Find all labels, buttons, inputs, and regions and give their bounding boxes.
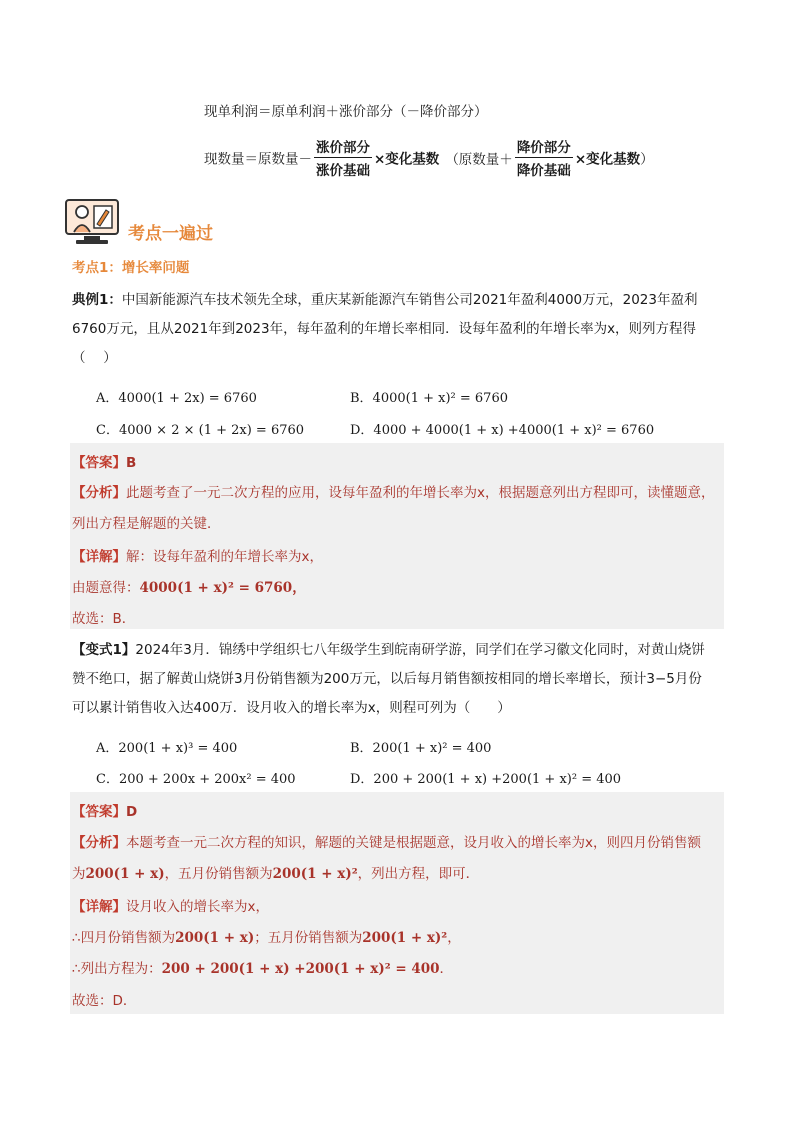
- stem-line: 6760万元，且从2021年到2023年，每年盈利的年增长率相同．设每年盈利的年增长率为x，则列方程得: [72, 321, 697, 337]
- fraction-denominator: 涨价基础: [316, 163, 370, 179]
- option-c: [96, 768, 296, 787]
- analysis-tag: 【分析】: [72, 485, 126, 501]
- detail-text: ∴四月份销售额为: [72, 930, 176, 946]
- detail-line: [72, 957, 453, 977]
- detail-text: 设月收入的增长率为x，: [126, 899, 269, 915]
- answer-tag: 【答案】: [72, 804, 126, 820]
- analysis-math: 200(1 + x)²: [272, 866, 358, 882]
- analysis-text: 本题考查一元二次方程的知识，解题的关键是根据题意，设月收入的增长率为x，则四月份销售额: [126, 835, 701, 851]
- detail-math: 200(1 + x): [175, 930, 255, 946]
- answer-value: B: [126, 455, 137, 471]
- detail-tag: 【详解】: [72, 899, 126, 915]
- analysis-text: ，五月份销售额为: [164, 866, 273, 882]
- stem-text: 中国新能源汽车技术领先全球，重庆某新能源汽车销售公司2021年盈利4000万元，2023年盈利: [121, 292, 698, 308]
- fraction-raise: [314, 136, 372, 179]
- example-stem: [72, 286, 724, 373]
- analysis-line: [72, 481, 715, 501]
- fraction-cut: [515, 136, 573, 179]
- detail-text: 解：设每年盈利的年增长率为x，: [126, 549, 323, 565]
- detail-text: ，: [447, 930, 461, 946]
- detail-line: 故选：B．: [72, 611, 136, 627]
- option-c: [96, 419, 304, 438]
- option-text: D．4000 + 4000(1 + x) +4000(1 + x)² = 6760: [350, 423, 655, 438]
- option-text: B．200(1 + x)² = 400: [350, 741, 492, 756]
- option-text: C．200 + 200x + 200x² = 400: [96, 772, 296, 787]
- variant-stem: [72, 636, 724, 723]
- fraction-denominator: 降价基础: [516, 163, 571, 179]
- fraction-numerator: 降价部分: [515, 136, 573, 158]
- stem-line: （ ）: [72, 350, 117, 366]
- detail-text: ∴列出方程为：: [72, 961, 162, 977]
- option-text: D．200 + 200(1 + x) +200(1 + x)² = 400: [350, 772, 622, 787]
- solution-box: [70, 443, 724, 629]
- analysis-line: [72, 831, 701, 851]
- detail-line: [72, 545, 323, 565]
- variant-label: 【变式1】: [72, 642, 136, 658]
- formula-text: ×变化基数: [574, 151, 641, 168]
- option-text: B．4000(1 + x)² = 6760: [350, 391, 508, 406]
- formula-text: ×变化基数: [374, 151, 440, 168]
- option-a: [96, 737, 237, 756]
- option-text: A．4000(1 + 2x) = 6760: [96, 391, 257, 406]
- example-label: 典例1：: [72, 292, 122, 308]
- fraction-numerator: 涨价部分: [314, 136, 372, 158]
- answer-value: D: [126, 804, 138, 820]
- stem-line: [72, 286, 724, 315]
- answer-line: [72, 451, 136, 471]
- formula-text: （原数量＋: [445, 151, 513, 168]
- detail-line: [72, 895, 269, 915]
- option-d: [350, 419, 654, 438]
- analysis-text: ，列出方程，即可．: [357, 866, 480, 882]
- analysis-text: 此题考查了一元二次方程的应用，设每年盈利的年增长率为x，根据题意列出方程即可，读懂题意，: [126, 485, 715, 501]
- detail-math: 200 + 200(1 + x) +200(1 + x)² = 400: [161, 961, 440, 977]
- option-b: [350, 387, 508, 406]
- stem-line: [72, 636, 724, 665]
- option-b: [350, 737, 491, 756]
- detail-text: ；五月份销售额为: [254, 930, 363, 946]
- analysis-line: 列出方程是解题的关键．: [72, 516, 221, 532]
- section-title: 考点一遍过: [128, 224, 213, 244]
- detail-line: [72, 926, 461, 946]
- answer-tag: 【答案】: [72, 455, 126, 471]
- detail-tag: 【详解】: [72, 549, 126, 565]
- teacher-board-icon: [64, 198, 120, 246]
- topic-title: 考点1：增长率问题: [72, 260, 190, 276]
- answer-line: [72, 800, 137, 820]
- detail-text: 由题意得：: [72, 580, 140, 596]
- analysis-tag: 【分析】: [72, 835, 126, 851]
- formula-text: ）: [640, 151, 654, 168]
- analysis-line: [72, 862, 479, 882]
- option-text: A．200(1 + x)³ = 400: [96, 741, 238, 756]
- formula-profit: 现单利润＝原单利润＋涨价部分（－降价部分）: [204, 104, 488, 120]
- formula-text: 现数量＝原数量－: [204, 151, 312, 168]
- detail-text: ．: [439, 961, 454, 977]
- option-text: C．4000 × 2 × (1 + 2x) = 6760: [96, 423, 305, 438]
- stem-text: 2024年3月．锦绣中学组织七八年级学生到皖南研学游，同学们在学习徽文化同时，对黄山烧饼: [135, 642, 705, 658]
- analysis-text: 为: [72, 866, 86, 882]
- detail-math: 200(1 + x)²: [362, 930, 448, 946]
- analysis-math: 200(1 + x): [85, 866, 165, 882]
- formula-quantity: [204, 136, 654, 179]
- detail-line: [72, 576, 306, 596]
- option-a: [96, 387, 257, 406]
- detail-line: 故选：D．: [72, 993, 137, 1009]
- stem-line: 可以累计销售收入达400万．设月收入的增长率为x，则程可列为（ ）: [72, 700, 511, 716]
- option-d: [350, 768, 621, 787]
- stem-line: 赞不绝口，据了解黄山烧饼3月份销售额为200万元，以后每月销售额按相同的增长率增长，预计3−5月份: [72, 671, 702, 687]
- detail-math: 4000(1 + x)² = 6760，: [139, 580, 306, 596]
